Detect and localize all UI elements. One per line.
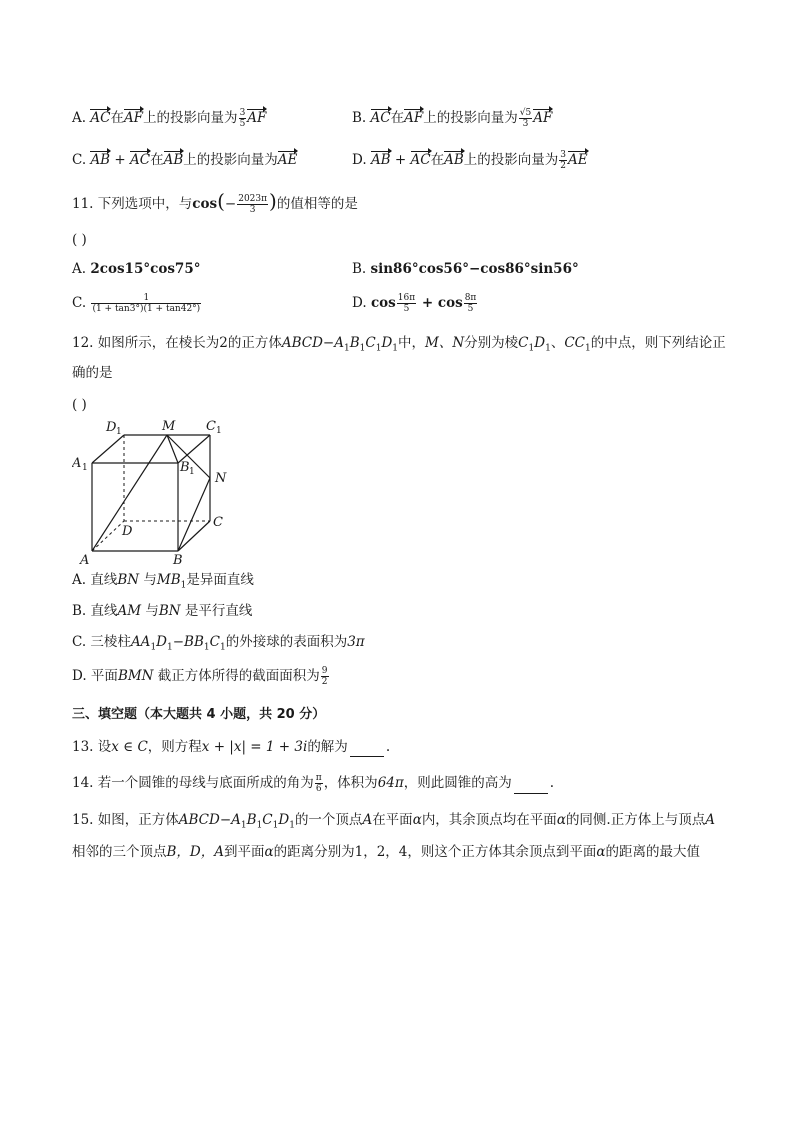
option-label: C. [72, 295, 87, 311]
fraction-numerator: 3 [560, 150, 567, 160]
label-d1: D [106, 420, 117, 435]
points-mn: M、N [425, 335, 465, 351]
q15-line2 [72, 842, 700, 862]
subscript: 1 [180, 580, 187, 591]
label-sub: 1 [82, 463, 88, 473]
math: α [556, 812, 566, 828]
text: 上的投影向量为 [183, 152, 278, 168]
vector-af: AF [404, 110, 424, 126]
text: 的外接球的表面积为 [225, 634, 348, 650]
fraction-denominator: 5 [467, 304, 474, 314]
vector-ab: AB [370, 152, 391, 168]
vector-ac: AC [410, 152, 431, 168]
math: AM [117, 603, 142, 619]
text: 截正方体所得的截面面积为 [153, 668, 320, 684]
option-label: B. 直线 [72, 603, 118, 619]
vector-ab: AB [163, 152, 184, 168]
q11-option-c[interactable] [72, 293, 202, 314]
fraction [519, 108, 532, 129]
vector-ac: AC [130, 152, 151, 168]
fraction [315, 773, 323, 794]
vector-af: AF [533, 110, 553, 126]
text: 是异面直线 [186, 572, 254, 588]
math: C [209, 634, 220, 650]
math: BMN [117, 668, 154, 684]
label-d: D [122, 524, 133, 539]
fraction-denominator: 5 [403, 304, 410, 314]
text: 内，其余顶点均在平面 [421, 812, 557, 828]
text: 是平行直线 [180, 603, 253, 619]
q11-stem [72, 191, 358, 215]
q11-option-d[interactable] [352, 293, 478, 314]
text: 的解为 [307, 739, 348, 755]
edge-b1c1 [178, 435, 210, 463]
math: α [264, 844, 274, 860]
vector-ab: AB [90, 152, 111, 168]
label-m: M [162, 419, 176, 434]
text: 15. 如图，正方体 [72, 812, 179, 828]
fraction [91, 293, 201, 314]
text: ，则这个正方体其余顶点到平面 [407, 844, 597, 860]
text: 的距离的最大值 [605, 844, 701, 860]
segment-mb1 [167, 435, 178, 463]
label-b1: B [180, 460, 190, 475]
number: 1，2，4 [354, 844, 408, 860]
math: D [156, 634, 167, 650]
answer-blank[interactable] [350, 742, 384, 757]
text: 在平面 [372, 812, 413, 828]
text: ，体积为 [323, 775, 378, 791]
fraction-denominator: (1 + tan3°)(1 + tan42°) [92, 304, 201, 314]
fraction-numerator: π [315, 773, 322, 783]
cos: cos [192, 196, 218, 212]
fraction-numerator: 3 [239, 108, 246, 118]
vector-ac: AC [90, 110, 111, 126]
math: x + |x| = 1 + 3i [201, 739, 308, 755]
fraction-numerator: 2023π [238, 194, 268, 204]
label-c: C [213, 515, 223, 530]
q11-answer-paren: ( ) [72, 232, 87, 248]
math: x ∈ C [111, 739, 148, 755]
paren: ) [269, 189, 277, 213]
fraction-denominator: 2 [321, 677, 328, 687]
text: 在 [390, 110, 405, 126]
answer-blank[interactable] [514, 779, 548, 794]
q10-option-d[interactable] [352, 150, 588, 171]
cube-name: ABCD−A [281, 335, 344, 351]
q10-option-c[interactable] [72, 150, 297, 170]
option-label: A. 直线 [72, 572, 118, 588]
text: 相邻的三个顶点 [72, 844, 167, 860]
text: ，则此圆锥的高为 [403, 775, 512, 791]
segment-bn [178, 478, 210, 551]
text: 在 [110, 110, 124, 126]
text: 分别为棱 [464, 335, 519, 351]
expression: 2cos15°cos75° [90, 261, 201, 277]
cube-name: ABCD−A [178, 812, 241, 828]
text: 在 [150, 152, 164, 168]
cube-figure [72, 413, 232, 573]
option-label: B. [352, 261, 367, 277]
fraction-denominator: 5 [239, 119, 246, 129]
math: 3π [347, 634, 365, 650]
option-label: B. [352, 110, 367, 126]
text: 11. 下列选项中，与 [72, 196, 193, 212]
minus: − [224, 196, 237, 212]
q10-option-a[interactable] [72, 108, 266, 129]
cos: cos [370, 295, 396, 311]
text: 14. 若一个圆锥的母线与底面所成的角为 [72, 775, 314, 791]
text: . [385, 739, 391, 755]
math: A [705, 812, 715, 828]
text: 在 [430, 152, 445, 168]
option-label: D. [352, 152, 367, 168]
text: 的值相等的是 [276, 196, 358, 212]
section-heading: 三、填空题（本大题共 4 小题，共 20 分） [72, 707, 326, 722]
text: 12. 如图所示，在棱长为 [72, 335, 220, 351]
fraction [464, 293, 478, 314]
vector-af: AF [247, 110, 267, 126]
text: 的正方体 [227, 335, 282, 351]
vector-ae: AE [568, 152, 588, 168]
edge: C [518, 335, 529, 351]
label-a1: A [72, 456, 82, 471]
text: 13. 设 [72, 739, 112, 755]
label-c1: C [206, 419, 216, 434]
math: B，D，A [166, 844, 224, 860]
text: 的距离分别为 [273, 844, 355, 860]
vector-ab: AB [444, 152, 464, 168]
q11-option-b[interactable] [352, 259, 579, 279]
text: 到平面 [224, 844, 265, 860]
fraction-numerator: 16π [397, 293, 416, 303]
fraction-numerator: 1 [91, 293, 201, 304]
math: α [412, 812, 422, 828]
expression: sin86°cos56°−cos86°sin56° [370, 261, 579, 277]
fraction-denominator: 2 [560, 161, 567, 171]
text: 上的投影向量为 [463, 152, 559, 168]
q12-answer-paren: ( ) [72, 397, 87, 413]
fraction [237, 194, 268, 215]
math: BN [158, 603, 181, 619]
text: 中， [398, 335, 426, 351]
fraction [397, 293, 416, 314]
math: MB [156, 572, 181, 588]
fraction [321, 666, 329, 687]
math: AA [130, 634, 151, 650]
text: 与 [141, 603, 159, 619]
vector-ac: AC [370, 110, 391, 126]
option-label: C. 三棱柱 [72, 634, 131, 650]
option-label: C. [72, 152, 87, 168]
text: 与 [139, 572, 157, 588]
q12-option-c[interactable]: C. 三棱柱$AA_1D_1-BB_1C_1$的外接球的表面积为3π [72, 634, 365, 653]
paren: ( [217, 189, 225, 213]
text: 上的投影向量为 [143, 110, 238, 126]
plus-cos: + cos [417, 295, 463, 311]
text: 的中点，则下列结论正 [590, 335, 726, 351]
label-sub: 1 [116, 427, 122, 437]
edge-bc [178, 521, 210, 551]
text: 上的投影向量为 [423, 110, 518, 126]
option-label: D. [352, 295, 367, 311]
q12-option-a[interactable] [72, 570, 254, 596]
plus: + [110, 152, 131, 168]
q12-option-d[interactable] [72, 666, 330, 687]
math: BN [117, 572, 140, 588]
label-n: N [215, 471, 227, 486]
text: 的一个顶点 [294, 812, 363, 828]
text: 的同侧.正方体上与顶点 [565, 812, 706, 828]
option-label: D. 平面 [72, 668, 118, 684]
label-sub: 1 [216, 426, 222, 436]
q12-stem: 12. 如图所示，在棱长为2的正方体$ABCD-A_1B_1C_1D_1$中，M、N分别为棱$C_1D_1$、$CC_1$的中点，则下列结论正 [72, 335, 726, 354]
fraction-numerator: 8π [464, 293, 477, 303]
label-sub: 1 [189, 467, 195, 477]
fraction [559, 150, 567, 171]
fraction-denominator: 6 [315, 784, 322, 794]
option-label: A. [72, 110, 87, 126]
number: 2 [219, 335, 228, 351]
math: α [596, 844, 606, 860]
vector-ae: AE [277, 152, 298, 168]
text: ，则方程 [147, 739, 202, 755]
q14 [72, 773, 554, 794]
edge-a1d1 [92, 435, 124, 463]
label-a: A [80, 553, 90, 568]
q10-option-b[interactable] [352, 108, 552, 129]
fraction [239, 108, 247, 129]
q12-stem-line2: 确的是 [72, 365, 113, 381]
math: 64π [377, 775, 404, 791]
math: −BB [172, 634, 204, 650]
q13 [72, 737, 390, 757]
q12-option-b[interactable] [72, 601, 252, 621]
fraction-numerator: √5 [519, 108, 532, 118]
label-b: B [173, 553, 183, 568]
vector-af: AF [123, 110, 144, 126]
fraction-denominator: 3 [249, 205, 256, 215]
q15-line1: 15. 如图，正方体$ABCD-A_1B_1C_1D_1$的一个顶点A在平面α内，其余顶点均在平面α的同侧.正方体上与顶点A [72, 812, 715, 831]
fraction-numerator: 9 [321, 666, 328, 676]
q11-option-a[interactable] [72, 259, 200, 279]
plus: + [390, 152, 411, 168]
fraction-denominator: 3 [522, 119, 529, 129]
option-label: A. [72, 261, 87, 277]
text: . [549, 775, 555, 791]
math: A [362, 812, 373, 828]
